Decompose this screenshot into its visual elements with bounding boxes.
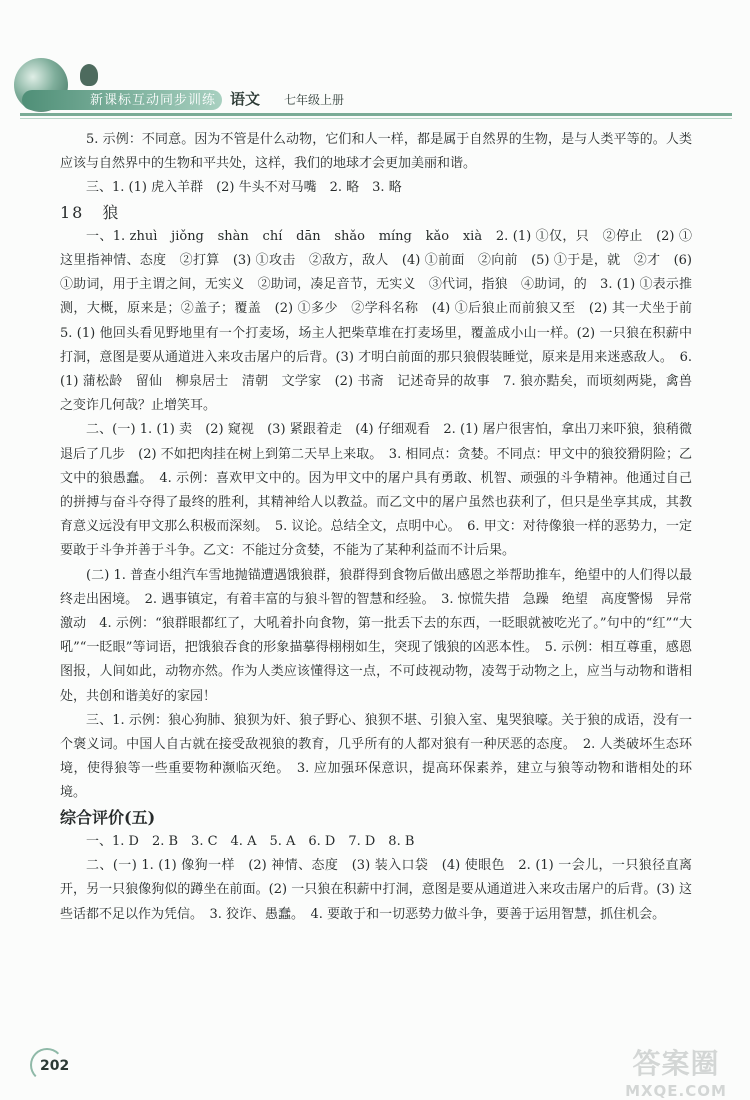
lesson-title: 18 狼 — [60, 202, 121, 222]
grade-label: 七年级上册 — [284, 93, 345, 107]
answer-paragraph: 5. 示例：不同意。因为不管是什么动物，它们和人一样，都是属于自然界的生物，是与人类平等的。人类应该与自然界中的生物和平共处，这样，我们的地球才会更加美丽和谐。 — [60, 132, 692, 172]
answer-paragraph: (二) 1. 普查小组汽车雪地抛锚遭遇饿狼群，狼群得到食物后做出感恩之举帮助推车，绝望中的人们得以最终走出困境。 2. 遇事镇定，有着丰富的与狼斗智的智慧和经验。 3. 惊慌失措 急躁 绝望 高度警惕 异常激动 4. 示例：“狼群眼都红了，大吼着扑向食物，第一批丢下去的东西，一眨眼就被吃光了。”句中的“红”“大吼”“一眨眼”等词语，把饿狼吞食的形象描摹得栩栩如生，突现了饿狼的凶恶本性。 5. 示例：相互尊重，感恩图报，人间如此，动物亦然。作为人类应该懂得这一点，不可歧视动物，凌驾于动物之上，应当与动物和谐相处，共创和谐美好的家园！ — [60, 567, 692, 704]
page-number: 202 — [40, 1058, 70, 1074]
watermark — [612, 1042, 740, 1100]
answer-paragraph: 三、1. 示例：狼心狗肺、狼狈为奸、狼子野心、狼狈不堪、引狼入室、鬼哭狼嚎。关于狼的成语，没有一个褒义词。中国人自古就在接受敌视狼的教育，几乎所有的人都对狼有一种厌恶的态度。 2. 人类破坏生态环境，使得狼等一些重要物种濒临灭绝。 3. 应加强环保意识，提高环保素养，建立与狼等动物和谐相处的环境。 — [60, 712, 692, 801]
header-divider-thin — [20, 118, 732, 119]
watermark-url: MXQE.COM — [625, 1082, 727, 1100]
series-title: 新课标互动同步训练 — [90, 93, 217, 108]
answer-paragraph: 二、(一) 1. (1) 像狗一样 (2) 神情、态度 (3) 装入口袋 (4) 使眼色 2. (1) 一会儿，一只狼径直离开，另一只狼像狗似的蹲坐在前面。(2) 一只狼在积薪中打洞，意图是要从通道进入来攻击屠户的后背。(3) 这些话都不足以作为凭信。 3. 狡诈、愚蠢。 4. 要敢于和一切恶势力做斗争，要善于运用智慧，抓住机会。 — [60, 858, 692, 922]
answer-paragraph: 一、1. zhuì jiǒng shàn chí dān shǎo míng kǎo xià 2. (1) ①仅，只 ②停止 (2) ①这里指神情、态度 ②打算 (3) ①攻击 ②敌方，敌人 (4) ①前面 ②向前 (5) ①于是，就 ②才 (6) ①助词，用于主谓之间，无实义 ②助词，凑足音节，无实义 ③代词，指狼 ④助词，的 3. (1) ①表示推测，大概，原来是；②盖子；覆盖 (2) ①多少 ②学科名称 (4) ①后狼止而前狼又至 (2) 其一犬坐于前 5. (1) 他回头看见野地里有一个打麦场，场主人把柴草堆在打麦场里，覆盖成小山一样。(2) 一只狼在积薪中打洞，意图是要从通道进入来攻击屠户的后背。(3) 才明白前面的那只狼假装睡觉，原来是用来迷惑敌人。 6. (1) 蒲松龄 留仙 柳泉居士 清朝 文学家 (2) 书斋 记述奇异的故事 7. 狼亦黠矣，而顷刻两毙，禽兽之变诈几何哉？止增笑耳。 — [60, 228, 706, 414]
figure-icon — [80, 64, 98, 86]
subject-label: 语文 — [230, 90, 261, 108]
header-divider — [20, 113, 732, 116]
answer-paragraph: 一、1. D 2. B 3. C 4. A 5. A 6. D 7. D 8. B — [86, 833, 415, 849]
answer-content — [60, 128, 706, 927]
page-header — [0, 0, 750, 130]
watermark-logo-text: 答案圈 — [632, 1047, 720, 1080]
answer-paragraph: 三、1. (1) 虎入羊群 (2) 牛头不对马嘴 2. 略 3. 略 — [86, 180, 402, 196]
answer-paragraph: 二、(一) 1. (1) 卖 (2) 窥视 (3) 紧跟着走 (4) 仔细观看 2. (1) 屠户很害怕，拿出刀来吓狼，狼稍微退后了几步 (2) 不如把肉挂在树上到第二天早上来取。 3. 相同点：贪婪。不同点：甲文中的狼狡猾阴险；乙文中的狼愚蠢。 4. 示例：喜欢甲文中的。因为甲文中的屠户具有勇敢、机智、顽强的斗争精神。他通过自己的拼搏与奋斗夺得了最终的胜利，其精神给人以教益。而乙文中的屠户虽然也获利了，但只是坐享其成，其教育意义远没有甲文那么积极而深刻。 5. 议论。总结全文，点明中心。 6. 甲文：对待像狼一样的恶势力，一定要敢于斗争并善于斗争。乙文：不能过分贪婪，不能为了某种利益而不计后果。 — [60, 422, 692, 559]
review-title: 综合评价(五) — [60, 807, 156, 827]
